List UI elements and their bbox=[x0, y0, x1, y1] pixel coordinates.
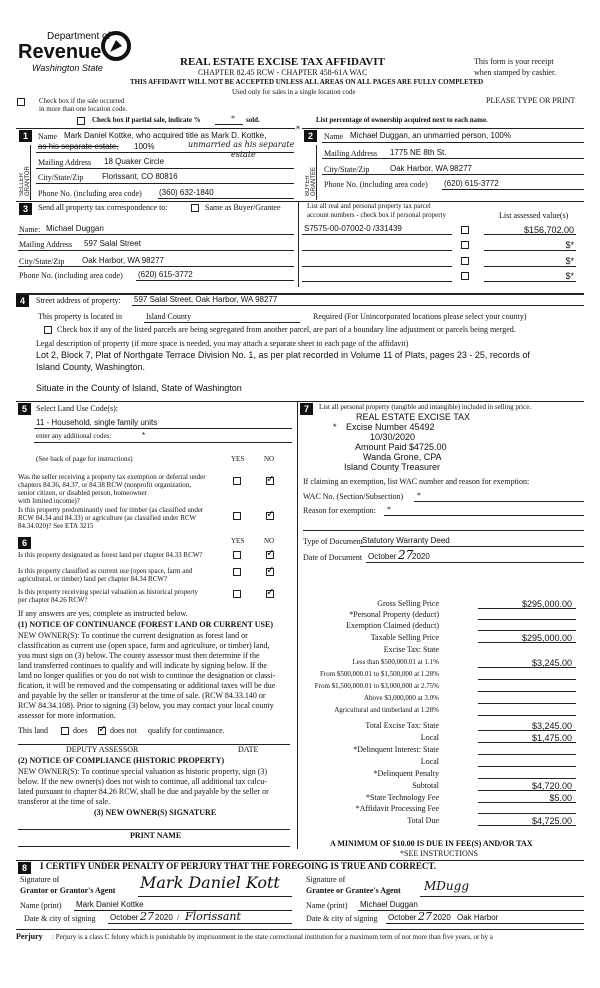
county-select[interactable]: Island County bbox=[146, 312, 192, 321]
buyer-city[interactable]: Oak Harbor, WA 98277 bbox=[390, 164, 472, 173]
sec6-yes-header: YES bbox=[231, 537, 245, 545]
taxable-price[interactable]: $295,000.00 bbox=[521, 633, 572, 643]
rate-1-label: Less than $500,000.01 at 1.1% bbox=[352, 658, 439, 666]
document-date-month[interactable]: October bbox=[368, 552, 397, 561]
single-location-note: Used only for sales in a single location code bbox=[232, 88, 356, 96]
certify-statement: I CERTIFY UNDER PENALTY OF PERJURY THAT THE FOREGOING IS TRUE AND CORRECT. bbox=[40, 861, 437, 871]
notice-continuance-2: classification as current use (open space, farm and agriculture, or timber) land, bbox=[18, 641, 270, 650]
buyer-phone[interactable]: (620) 615-3772 bbox=[444, 179, 499, 188]
perjury-heading: Perjury bbox=[16, 932, 43, 941]
parcel-2-personal-checkbox[interactable] bbox=[461, 241, 469, 249]
exemption-reason-label: Reason for exemption: bbox=[303, 506, 376, 515]
multi-location-label-2: in more than one location code. bbox=[39, 105, 128, 113]
seller-side-label: SELLER GRANTOR bbox=[19, 166, 31, 196]
assessor-date-label: DATE bbox=[238, 745, 259, 754]
delinquent-interest-local-label: Local bbox=[420, 757, 439, 766]
sec5-yes-header: YES bbox=[231, 455, 245, 463]
grantee-signature-label-1: Signature of bbox=[306, 875, 346, 884]
sec6-q2-line1: Is this property classified as current use (open space, farm and bbox=[18, 567, 193, 575]
partial-sale-checkbox[interactable] bbox=[77, 117, 85, 125]
grantee-date-month[interactable]: October bbox=[388, 913, 417, 922]
grantor-date-day[interactable]: 27 bbox=[140, 910, 154, 923]
receipt-note-2: when stamped by cashier. bbox=[474, 68, 557, 77]
sec5-q2-line3: 84.34.020)? See ETA 3215 bbox=[18, 522, 94, 530]
total-due-label: Total Due bbox=[407, 816, 439, 825]
grantor-signature-label-2: Grantor or Grantor's Agent bbox=[20, 886, 116, 895]
form-title: REAL ESTATE EXCISE TAX AFFIDAVIT bbox=[180, 56, 385, 68]
sec6-q3-line2: per chapter 84.26 RCW? bbox=[18, 596, 88, 604]
notice-continuance-1: NEW OWNER(S): To continue the current designation as forest land or bbox=[18, 631, 248, 640]
sec5-q1-line1: Was the seller receiving a property tax exemption or deferral under bbox=[18, 473, 206, 481]
sec5-q2-line2: RCW 84.34 and 84.33) or agriculture (as classified under RCW bbox=[18, 514, 197, 522]
sec6-q2-yes-checkbox[interactable] bbox=[233, 568, 241, 576]
section-5-badge: 5 bbox=[18, 403, 31, 415]
seller-city-label: City/State/Zip bbox=[38, 173, 84, 182]
sec5-q1-no-check-icon: ✓ bbox=[266, 474, 275, 485]
gross-price[interactable]: $295,000.00 bbox=[521, 599, 572, 609]
wac-label: WAC No. (Section/Subsection) bbox=[303, 492, 404, 501]
parcel-1-value[interactable]: $156,702.00 bbox=[523, 225, 574, 235]
logo-state: Washington State bbox=[32, 63, 103, 73]
seller-name-pct: 100% bbox=[134, 142, 155, 151]
subtotal-label: Subtotal bbox=[412, 781, 439, 790]
grantor-signature-label-1: Signature of bbox=[20, 875, 60, 884]
land-does-label: does bbox=[73, 726, 88, 735]
grantee-date-day[interactable]: 27 bbox=[418, 910, 432, 923]
total-due[interactable]: $4,725.00 bbox=[531, 816, 572, 826]
sec6-q3-line1: Is this property receiving special valuation as historical property bbox=[18, 588, 199, 596]
logo-dept-line1: Department of bbox=[47, 31, 111, 42]
sec6-q3-no-check-icon: ✓ bbox=[266, 587, 275, 598]
rate-3-label: From $1,500,000.01 to $3,000,000 at 2.75% bbox=[314, 682, 439, 690]
parcel-number-1[interactable]: S7575-00-07002-0 /331439 bbox=[304, 224, 402, 233]
deputy-assessor-label: DEPUTY ASSESSOR bbox=[66, 745, 139, 754]
land-use-code[interactable]: 11 - Household, single family units bbox=[36, 418, 158, 427]
sec6-q1-no-check-icon: ✓ bbox=[266, 548, 275, 559]
parcel-3-value[interactable]: $* bbox=[565, 256, 574, 266]
partial-sale-label: Check box if partial sale, indicate % bbox=[92, 116, 201, 124]
sec6-q2-line2: agricultural, or timber) land per chapter 84.34 RCW? bbox=[18, 575, 168, 583]
grantor-date-separator: / bbox=[177, 913, 180, 922]
parcels-header-1: List all real and personal property tax parcel bbox=[307, 202, 431, 210]
same-as-buyer-checkbox[interactable] bbox=[191, 204, 199, 212]
document-date-year[interactable]: 2020 bbox=[412, 552, 430, 561]
section-6-badge: 6 bbox=[18, 537, 31, 549]
parcel-1-personal-checkbox[interactable] bbox=[461, 226, 469, 234]
seller-mail[interactable]: 18 Quaker Circle bbox=[104, 157, 165, 166]
notice-compliance-4: transferor at the time of sale. bbox=[18, 797, 110, 806]
section-2-badge: 2 bbox=[304, 130, 317, 142]
land-does-checkbox[interactable] bbox=[61, 727, 69, 735]
sec6-no-header: NO bbox=[264, 537, 275, 545]
form-warning: THIS AFFIDAVIT WILL NOT BE ACCEPTED UNLESS ALL AREAS ON ALL PAGES ARE FULLY COMPLETED bbox=[130, 78, 484, 86]
seller-name-label: Name bbox=[38, 132, 58, 141]
grantee-date-year[interactable]: 2020 bbox=[433, 913, 451, 922]
notice-continuance-6: fication, it will be removed and the compensating or additional taxes will be due bbox=[18, 681, 276, 690]
stamp-line-3: 10/30/2020 bbox=[370, 432, 416, 442]
document-date-label: Date of Document bbox=[303, 553, 363, 562]
grantor-signature[interactable]: Mark Daniel Kott bbox=[140, 873, 280, 892]
technology-fee-label: *State Technology Fee bbox=[365, 793, 439, 802]
stamp-star: * bbox=[333, 422, 337, 432]
corr-city-label: City/State/Zip bbox=[19, 257, 65, 266]
grantee-print-name-label: Name (print) bbox=[306, 901, 348, 910]
seller-phone-label: Phone No. (including area code) bbox=[38, 189, 142, 198]
see-instructions-note: *SEE INSTRUCTIONS bbox=[400, 849, 479, 858]
notice-compliance-title: (2) NOTICE OF COMPLIANCE (HISTORIC PROPERTY) bbox=[18, 756, 225, 765]
seller-asterisk: * bbox=[296, 125, 300, 134]
minimum-due-note: A MINIMUM OF $10.00 IS DUE IN FEE(S) AND/OR TAX bbox=[330, 839, 533, 848]
legal-description-2[interactable]: Island County, Washington. bbox=[36, 362, 146, 372]
additional-codes[interactable]: * bbox=[142, 431, 146, 440]
grantor-print-name-label: Name (print) bbox=[20, 901, 62, 910]
legal-description-3[interactable]: Situate in the County of Island, State of Washington bbox=[36, 383, 242, 393]
parcel-3-personal-checkbox[interactable] bbox=[461, 257, 469, 265]
sec5-q2-yes-checkbox[interactable] bbox=[233, 512, 241, 520]
section-7-badge: 7 bbox=[300, 403, 313, 415]
multi-location-checkbox[interactable] bbox=[17, 98, 25, 106]
located-in-label: This property is located in bbox=[38, 312, 122, 321]
qualify-label: qualify for continuance. bbox=[148, 726, 225, 735]
exemption-label: If claiming an exemption, list WAC number and reason for exemption: bbox=[303, 477, 530, 486]
notice-compliance-1: NEW OWNER(S): To continue special valuation as historic property, sign (3) bbox=[18, 767, 268, 776]
buyer-mail-label: Mailing Address bbox=[324, 149, 378, 158]
partial-sale-sold: sold. bbox=[246, 116, 260, 124]
street-address-label: Street address of property: bbox=[36, 296, 121, 305]
sec5-q2-line1: Is this property predominantly used for timber (as classified under bbox=[18, 506, 204, 514]
new-owner-signature-label: (3) NEW OWNER(S) SIGNATURE bbox=[94, 808, 217, 817]
grantee-city[interactable]: Oak Harbor bbox=[457, 913, 499, 922]
any-yes-note: If any answers are yes, complete as instructed below. bbox=[18, 609, 188, 618]
notice-continuance-title: (1) NOTICE OF CONTINUANCE (FOREST LAND OR CURRENT USE) bbox=[18, 620, 273, 629]
notice-compliance-3: lated pursuant to chapter 84.26 RCW, shall be due and payable by the seller or bbox=[18, 787, 269, 796]
buyer-name-label: Name bbox=[324, 132, 344, 141]
print-name-label: PRINT NAME bbox=[130, 831, 182, 840]
seller-name[interactable]: Mark Daniel Kottke, who acquired title as Mark D. Kottke, bbox=[64, 131, 267, 140]
section-8-badge: 8 bbox=[18, 862, 31, 874]
rate-2-label: From $500,000.01 to $1,500,000 at 1.28% bbox=[320, 670, 439, 678]
total-excise-local-label: Local bbox=[420, 733, 439, 742]
legal-description-label: Legal description of property (if more space is needed, you may attach a separate sheet to each page of the affidavit) bbox=[36, 339, 409, 348]
seller-name-struck: as his separate estate, bbox=[38, 142, 119, 151]
sec5-q1-line2: chapters 84.36, 84.37, or 84.38 RCW (nonprofit organization, bbox=[18, 481, 191, 489]
stamp-line-1: REAL ESTATE EXCISE TAX bbox=[356, 412, 471, 422]
buyer-city-label: City/State/Zip bbox=[324, 165, 370, 174]
additional-codes-label: enter any additional codes: bbox=[36, 432, 112, 440]
section-4-badge: 4 bbox=[16, 295, 29, 307]
land-does-not-check-icon: ✓ bbox=[98, 724, 107, 735]
corr-name[interactable]: Michael Duggan bbox=[46, 224, 104, 233]
logo-revenue: Revenue bbox=[18, 41, 102, 63]
buyer-name[interactable]: Michael Duggan, an unmarried person, 100% bbox=[350, 131, 511, 140]
total-excise-state-label: Total Excise Tax: State bbox=[365, 721, 439, 730]
personal-property-deduct-label: *Personal Property (deduct) bbox=[349, 610, 439, 619]
sec5-q1-line3: senior citizen, or disabled person, homeowner bbox=[18, 489, 147, 497]
dor-swirl-icon bbox=[101, 31, 131, 61]
exemption-reason[interactable]: * bbox=[387, 505, 391, 514]
ownership-pct-note: List percentage of ownership acquired next to each name. bbox=[316, 116, 488, 124]
delinquent-penalty-label: *Delinquent Penalty bbox=[373, 769, 439, 778]
print-note: PLEASE TYPE OR PRINT bbox=[486, 96, 576, 105]
wac-number[interactable]: * bbox=[417, 491, 421, 500]
stamp-line-5: Wanda Grone, CPA bbox=[363, 452, 442, 462]
stamp-line-4: Amount Paid $4725.00 bbox=[355, 442, 447, 452]
see-back-note: (See back of page for instructions) bbox=[36, 455, 133, 463]
gross-price-label: Gross Selling Price bbox=[377, 599, 439, 608]
taxable-price-label: Taxable Selling Price bbox=[370, 633, 439, 642]
parcels-header-3: List assessed value(s) bbox=[499, 211, 569, 220]
rate-5-label: Agricultural and timberland at 1.28% bbox=[334, 706, 439, 714]
total-excise-state[interactable]: $3,245.00 bbox=[531, 721, 572, 731]
excise-state-label: Excise Tax: State bbox=[383, 645, 439, 654]
total-excise-local[interactable]: $1,475.00 bbox=[531, 733, 572, 743]
grantee-signature[interactable]: MDugg bbox=[424, 879, 469, 893]
multi-location-label: Check box if the sale occurred bbox=[39, 97, 125, 105]
partial-sale-value[interactable]: * bbox=[231, 114, 235, 123]
subtotal[interactable]: $4,720.00 bbox=[531, 781, 572, 791]
corr-phone[interactable]: (620) 615-3772 bbox=[138, 270, 193, 279]
grantee-date-label: Date & city of signing bbox=[306, 914, 378, 923]
perjury-note: : Perjury is a class C felony which is punishable by imprisonment in the state correctional institution for a maximum term of not more than five years, or by a bbox=[52, 933, 493, 941]
exemption-deduct-label: Exemption Claimed (deduct) bbox=[346, 621, 439, 630]
corr-mail-label: Mailing Address bbox=[19, 240, 73, 249]
grantor-date-month[interactable]: October bbox=[110, 913, 139, 922]
sec6-q1: Is this property designated as forest land per chapter 84.33 RCW? bbox=[18, 551, 203, 559]
stamp-line-6: Island County Treasurer bbox=[344, 462, 441, 472]
affidavit-fee-label: *Affidavit Processing Fee bbox=[355, 804, 439, 813]
delinquent-interest-state-label: *Delinquent Interest: State bbox=[353, 745, 439, 754]
correspondence-label: Send all property tax correspondence to: bbox=[38, 203, 168, 212]
land-does-not-label: does not bbox=[110, 726, 137, 735]
seller-name-annotation: unmarried as his separate bbox=[188, 140, 295, 149]
buyer-phone-label: Phone No. (including area code) bbox=[324, 180, 428, 189]
seller-phone[interactable]: (360) 632-1840 bbox=[159, 188, 214, 197]
legal-description-1[interactable]: Lot 2, Block 7, Plat of Northgate Terrace Division No. 1, as per plat recorded in Volume 11 of Plats, pages 23 - 25, records of bbox=[36, 350, 530, 360]
sec5-q1-yes-checkbox[interactable] bbox=[233, 477, 241, 485]
sec6-q2-no-check-icon: ✓ bbox=[266, 565, 275, 576]
this-land-label: This land bbox=[18, 726, 48, 735]
sec5-q1-line4: with limited income)? bbox=[18, 497, 80, 505]
seller-name-annotation-2: estate bbox=[231, 150, 256, 159]
grantee-signature-label-2: Grantee or Grantee's Agent bbox=[306, 886, 401, 895]
personal-property-label: List all personal property (tangible and intangible) included in selling price. bbox=[319, 403, 532, 411]
parcel-4-personal-checkbox[interactable] bbox=[461, 272, 469, 280]
grantor-print-name[interactable]: Mark Daniel Kottke bbox=[76, 900, 144, 909]
buyer-side-label: BUYER GRANTEE bbox=[305, 166, 317, 196]
document-date-day[interactable]: 27 bbox=[398, 548, 414, 562]
county-required-note: Required (For Unincorporated locations please select your county) bbox=[313, 312, 527, 321]
grantee-print-name[interactable]: Michael Duggan bbox=[360, 900, 418, 909]
section-1-badge: 1 bbox=[19, 130, 32, 142]
technology-fee[interactable]: $5.00 bbox=[549, 793, 572, 803]
street-address[interactable]: 597 Salal Street, Oak Harbor, WA 98277 bbox=[134, 295, 278, 304]
buyer-mail[interactable]: 1775 NE 8th St. bbox=[390, 148, 447, 157]
document-type-label: Type of Document bbox=[303, 537, 363, 546]
receipt-note-1: This form is your receipt bbox=[474, 57, 554, 66]
rate-1-amount[interactable]: $3,245.00 bbox=[531, 658, 572, 668]
grantor-date-year[interactable]: 2020 bbox=[155, 913, 173, 922]
same-as-buyer-label: Same as Buyer/Grantee bbox=[205, 203, 281, 212]
corr-name-label: Name: bbox=[19, 225, 41, 234]
parcel-4-value[interactable]: $* bbox=[565, 271, 574, 281]
notice-compliance-2: below. If the new owner(s) does not wish to continue, all additional tax calcu- bbox=[18, 777, 267, 786]
notice-continuance-4: land transferred continues to qualify and will indicate by signing below. If the bbox=[18, 661, 267, 670]
corr-phone-label: Phone No. (including area code) bbox=[19, 271, 123, 280]
segregation-checkbox[interactable] bbox=[44, 326, 52, 334]
rate-4-label: Above $3,000,000 at 3.0% bbox=[363, 694, 439, 702]
sec6-q3-yes-checkbox[interactable] bbox=[233, 590, 241, 598]
grantor-date-label: Date & city of signing bbox=[24, 914, 96, 923]
form-chapter: CHAPTER 82.45 RCW - CHAPTER 458-61A WAC bbox=[198, 68, 368, 77]
segregation-label: Check box if any of the listed parcels are being segregated from another parcel, are part of a boundary line adjustment or parcels being merged. bbox=[57, 325, 516, 334]
seller-mail-label: Mailing Address bbox=[38, 158, 92, 167]
land-use-label: Select Land Use Code(s): bbox=[36, 404, 118, 413]
parcels-header-2: account numbers - check box if personal property bbox=[307, 211, 446, 219]
notice-continuance-3: you must sign on (3) below. The county assessor must then determine if the bbox=[18, 651, 260, 660]
seller-city[interactable]: Florissant, CO 80816 bbox=[102, 172, 178, 181]
notice-continuance-7: and payable by the seller or transferor at the time of sale. (RCW 84.33.140 or bbox=[18, 691, 266, 700]
notice-continuance-8: RCW 84.34.108). Prior to signing (3) below, you may contact your local county bbox=[18, 701, 274, 710]
corr-mail[interactable]: 597 Salal Street bbox=[84, 239, 141, 248]
stamp-line-2: Excise Number 45492 bbox=[346, 422, 435, 432]
section-3-badge: 3 bbox=[19, 203, 32, 215]
sec5-no-header: NO bbox=[264, 455, 275, 463]
grantor-city[interactable]: Florissant bbox=[185, 910, 241, 923]
sec6-q1-yes-checkbox[interactable] bbox=[233, 551, 241, 559]
corr-city[interactable]: Oak Harbor, WA 98277 bbox=[82, 256, 164, 265]
sec5-q2-no-check-icon: ✓ bbox=[266, 509, 275, 520]
notice-continuance-5: land no longer qualifies or you do not wish to continue the designation or classi- bbox=[18, 671, 276, 680]
parcel-2-value[interactable]: $* bbox=[565, 240, 574, 250]
notice-continuance-9: assessor for more information. bbox=[18, 711, 116, 720]
document-type[interactable]: Statutory Warranty Deed bbox=[362, 536, 450, 545]
